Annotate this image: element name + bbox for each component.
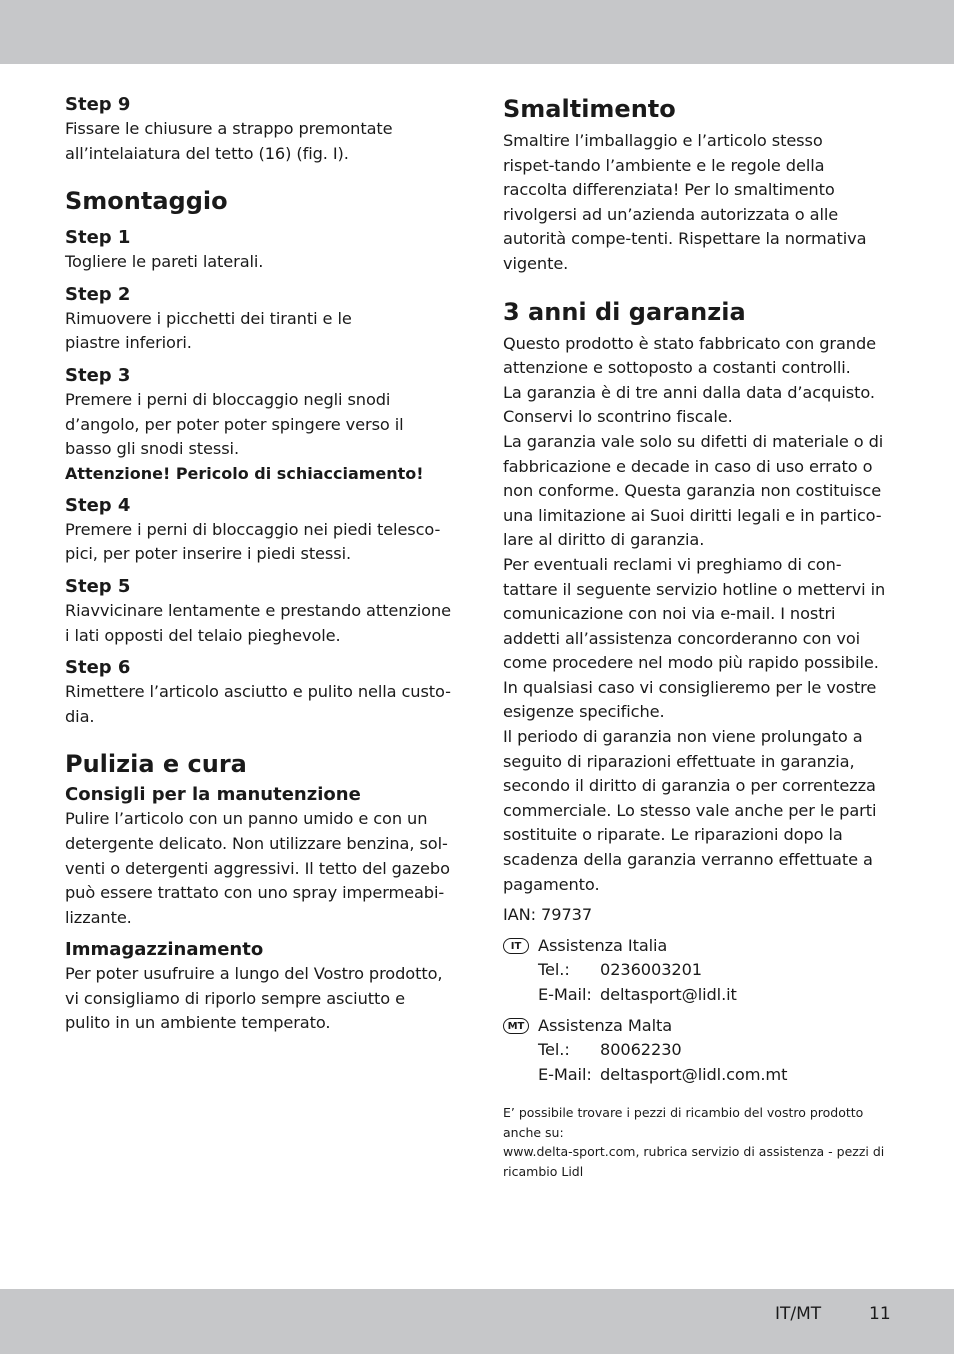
email-label: E-Mail:	[538, 1064, 592, 1084]
garanzia-paragraph: La garanzia è di tre anni dalla data d’acquisto. Conservi lo scontrino fiscale.	[503, 382, 875, 427]
step-2-title: Step 2	[65, 283, 131, 305]
step-3-text: Premere i perni di bloccaggio negli snodi d’angolo, per poter poter spingere verso il basso gli snodi stessi.	[65, 389, 404, 459]
tel-label: Tel.:	[538, 1040, 570, 1060]
italy-country-badge: IT	[503, 938, 529, 954]
step-4-title: Step 4	[65, 494, 131, 516]
step-2-text: Rimuovere i picchetti dei tiranti e le piastre inferiori.	[65, 308, 352, 353]
step-6-text: Rimettere l’articolo asciutto e pulito nella custo-dia.	[65, 682, 451, 726]
garanzia-paragraph: Per eventuali reclami vi preghiamo di con-tattare il seguente servizio hotline o mettervi in comunicazione con noi via e-mail. I nostri addetti all’assistenza concorderanno con voi come procedere nel modo più rapido possibile. In qualsiasi caso vi consiglieremo per le vostre esigenze specifiche.	[503, 554, 886, 722]
contact-malta-name: Assistenza Malta	[538, 1015, 673, 1035]
consigli-title: Consigli per la manutenzione	[65, 784, 361, 806]
spare-parts-text: E’ possibile trovare i pezzi di ricambio del vostro prodotto anche su:	[503, 1105, 864, 1140]
header-band	[0, 0, 954, 64]
step-9-title: Step 9	[65, 94, 131, 115]
smaltimento-text: Smaltire l’imballaggio e l’articolo stesso rispet-tando l’ambiente e le regole della raccolta differenziata! Per lo smaltimento rivolgersi ad un’azienda autorizzata o alle autorità compe-tenti. Rispettare la normativa vigente.	[503, 131, 867, 273]
page-number: 11	[869, 1304, 891, 1324]
contact-italy-email: deltasport@lidl.it	[600, 985, 737, 1004]
step-9-text: Fissare le chiusure a strappo premontate all’intelaiatura del tetto (16) (fig. I).	[65, 119, 393, 163]
contact-malta-phone: 80062230	[600, 1040, 682, 1060]
step-1-text: Togliere le pareti laterali.	[65, 252, 264, 272]
step-6-title: Step 6	[65, 657, 131, 679]
left-column	[65, 90, 455, 1036]
footer-language-code: IT/MT	[775, 1304, 822, 1324]
step-3-warning: Attenzione! Pericolo di schiacciamento!	[65, 463, 424, 483]
contact-malta-email: deltasport@lidl.com.mt	[600, 1064, 788, 1084]
malta-country-badge: MT	[503, 1018, 529, 1034]
ian-number: IAN: 79737	[503, 905, 593, 925]
spare-parts-website: www.delta-sport.com, rubrica servizio di assistenza - pezzi di ricambio Lidl	[503, 1144, 885, 1179]
consigli-text: Pulire l’articolo con un panno umido e con un detergente delicato. Non utilizzare benzina, sol-venti o detergenti aggressivi. Il tetto del gazebo può essere trattato con uno spray impermeabi-lizzante.	[65, 809, 450, 927]
smontaggio-heading: Smontaggio	[65, 187, 228, 216]
contact-italy	[503, 934, 888, 1008]
garanzia-paragraph: Questo prodotto è stato fabbricato con grande attenzione e sottoposto a costanti controlli.	[503, 333, 876, 378]
email-label: E-Mail:	[538, 985, 592, 1004]
step-5-title: Step 5	[65, 575, 131, 597]
contact-italy-phone: 0236003201	[600, 960, 702, 980]
pulizia-heading: Pulizia e cura	[65, 750, 247, 779]
smaltimento-heading: Smaltimento	[503, 95, 676, 123]
garanzia-heading: 3 anni di garanzia	[503, 297, 746, 326]
garanzia-paragraph: La garanzia vale solo su difetti di materiale o di fabbricazione e decade in caso di uso errato o non conforme. Questa garanzia non costituisce una limitazione ai Suoi diritti legali e in partico-lare al diritto di garanzia.	[503, 431, 884, 550]
contact-malta	[503, 1014, 888, 1088]
step-3-title: Step 3	[65, 364, 131, 386]
garanzia-paragraph: Il periodo di garanzia non viene prolungato a seguito di riparazioni effettuate in garanzia, secondo il diritto di garanzia o per correntezza commerciale. Lo stesso vale anche per le parti sostituite o riparate. Le riparazioni dopo la scadenza della garanzia verranno effettuate a pagamento.	[503, 727, 877, 894]
immagazzinamento-title: Immagazzinamento	[65, 939, 264, 961]
step-4-text: Premere i perni di bloccaggio nei piedi telesco-pici, per poter inserire i piedi stessi.	[65, 519, 441, 564]
tel-label: Tel.:	[538, 960, 570, 980]
step-5-text: Riavvicinare lentamente e prestando attenzione i lati opposti del telaio pieghevole.	[65, 600, 451, 645]
step-1-title: Step 1	[65, 227, 131, 249]
contact-italy-name: Assistenza Italia	[538, 935, 668, 955]
right-column	[503, 90, 888, 1181]
immagazzinamento-text: Per poter usufruire a lungo del Vostro prodotto, vi consigliamo di riporlo sempre asciutto e pulito in un ambiente temperato.	[65, 964, 443, 1033]
